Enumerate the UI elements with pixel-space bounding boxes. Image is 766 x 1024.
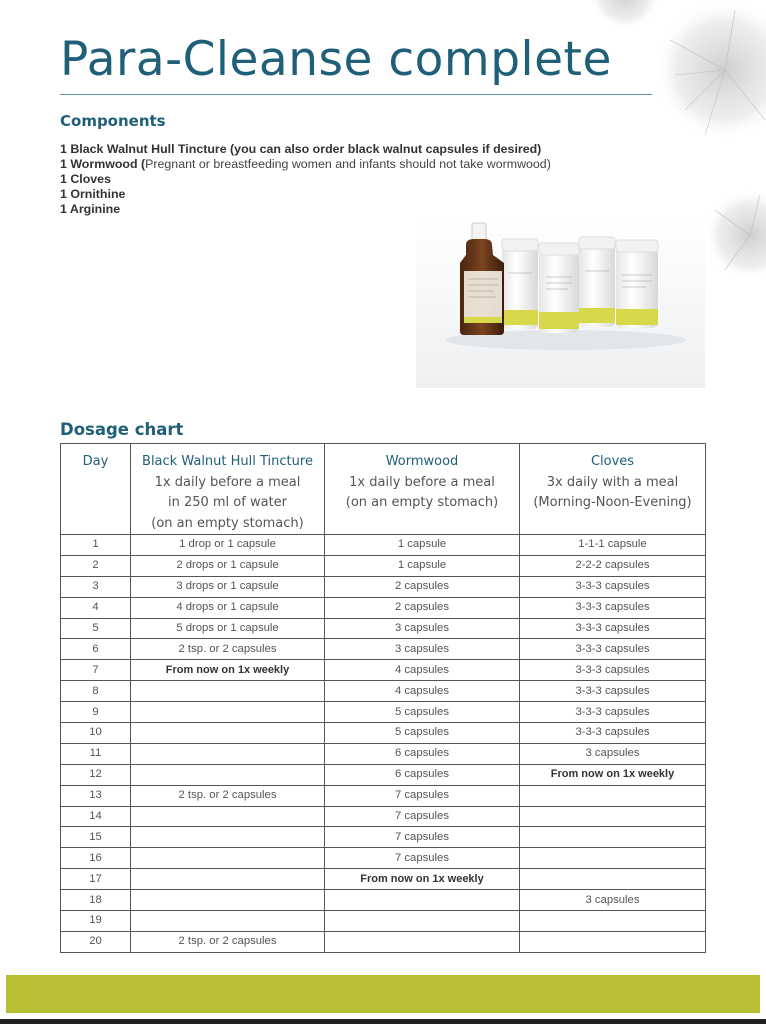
col-header-day: Day — [61, 444, 131, 535]
table-cell — [131, 702, 325, 723]
table-row — [61, 890, 706, 911]
components-list — [60, 142, 551, 217]
table-cell: 3 capsules — [325, 618, 520, 639]
table-cell: 2 tsp. or 2 capsules — [131, 931, 325, 952]
table-cell — [131, 911, 325, 932]
product-photo — [416, 215, 705, 388]
table-cell: 15 — [61, 827, 131, 848]
table-cell — [520, 785, 706, 806]
table-cell: 3 capsules — [520, 890, 706, 911]
table-row — [61, 576, 706, 597]
table-row — [61, 702, 706, 723]
footer-band — [6, 975, 760, 1013]
dosage-heading: Dosage chart — [60, 420, 184, 439]
component-item: 1 Cloves — [60, 172, 111, 186]
table-cell: 14 — [61, 806, 131, 827]
dosage-table — [60, 443, 706, 953]
table-cell: 1 capsule — [325, 535, 520, 556]
table-row — [61, 869, 706, 890]
table-cell: 3-3-3 capsules — [520, 618, 706, 639]
table-row — [61, 535, 706, 556]
table-cell — [325, 890, 520, 911]
table-row — [61, 743, 706, 764]
table-cell: 3-3-3 capsules — [520, 702, 706, 723]
table-cell: 20 — [61, 931, 131, 952]
table-cell: 2 capsules — [325, 576, 520, 597]
table-cell: 6 capsules — [325, 764, 520, 785]
table-cell: 3-3-3 capsules — [520, 660, 706, 681]
table-cell: 6 capsules — [325, 743, 520, 764]
table-row — [61, 764, 706, 785]
table-cell: 3-3-3 capsules — [520, 639, 706, 660]
table-row — [61, 597, 706, 618]
table-cell: 18 — [61, 890, 131, 911]
table-row — [61, 848, 706, 869]
table-cell — [131, 681, 325, 702]
title-divider — [60, 94, 652, 95]
table-cell — [325, 931, 520, 952]
table-cell: 3-3-3 capsules — [520, 576, 706, 597]
table-cell — [520, 931, 706, 952]
table-cell: 17 — [61, 869, 131, 890]
table-cell: 12 — [61, 764, 131, 785]
table-cell: 5 drops or 1 capsule — [131, 618, 325, 639]
table-cell: 2-2-2 capsules — [520, 555, 706, 576]
table-cell — [131, 764, 325, 785]
table-cell: 1-1-1 capsule — [520, 535, 706, 556]
table-cell: 2 capsules — [325, 597, 520, 618]
table-cell: 2 tsp. or 2 capsules — [131, 785, 325, 806]
table-row — [61, 639, 706, 660]
component-item: 1 Wormwood (Pregnant or breastfeeding women and infants should not take wormwood) — [60, 157, 551, 171]
table-cell — [520, 911, 706, 932]
col-header-wormwood: Wormwood 1x daily before a meal (on an empty stomach) — [325, 444, 520, 535]
table-row — [61, 827, 706, 848]
table-header-row — [61, 444, 706, 535]
table-cell: 4 drops or 1 capsule — [131, 597, 325, 618]
table-cell: From now on 1x weekly — [325, 869, 520, 890]
table-cell: 7 capsules — [325, 806, 520, 827]
table-cell: 6 — [61, 639, 131, 660]
table-cell: 2 drops or 1 capsule — [131, 555, 325, 576]
components-heading: Components — [60, 112, 166, 130]
table-cell — [131, 723, 325, 744]
table-cell: 4 capsules — [325, 681, 520, 702]
table-cell: 2 — [61, 555, 131, 576]
table-cell: 1 capsule — [325, 555, 520, 576]
table-cell: 8 — [61, 681, 131, 702]
table-cell — [131, 827, 325, 848]
table-cell: 7 capsules — [325, 848, 520, 869]
table-cell: 1 drop or 1 capsule — [131, 535, 325, 556]
page-title: Para-Cleanse complete — [60, 32, 612, 87]
table-cell: 7 — [61, 660, 131, 681]
table-cell: From now on 1x weekly — [520, 764, 706, 785]
table-cell: 3-3-3 capsules — [520, 597, 706, 618]
component-item: 1 Arginine — [60, 202, 121, 216]
table-row — [61, 618, 706, 639]
component-item: 1 Black Walnut Hull Tincture (you can also order black walnut capsules if desired) — [60, 142, 542, 156]
table-cell: 3 capsules — [325, 639, 520, 660]
table-row — [61, 911, 706, 932]
table-cell: 3 — [61, 576, 131, 597]
table-cell: 7 capsules — [325, 785, 520, 806]
table-cell: 13 — [61, 785, 131, 806]
table-cell: 5 capsules — [325, 723, 520, 744]
table-row — [61, 931, 706, 952]
table-cell: 1 — [61, 535, 131, 556]
table-cell: 11 — [61, 743, 131, 764]
table-cell — [131, 869, 325, 890]
table-row — [61, 681, 706, 702]
table-row — [61, 660, 706, 681]
table-row — [61, 785, 706, 806]
table-cell — [520, 848, 706, 869]
table-cell: 3 capsules — [520, 743, 706, 764]
component-item: 1 Ornithine — [60, 187, 126, 201]
table-cell: 9 — [61, 702, 131, 723]
table-row — [61, 723, 706, 744]
table-cell: 3 drops or 1 capsule — [131, 576, 325, 597]
footer-strip — [0, 1019, 766, 1024]
table-cell: 3-3-3 capsules — [520, 723, 706, 744]
table-cell — [325, 911, 520, 932]
table-cell — [520, 806, 706, 827]
table-cell: 7 capsules — [325, 827, 520, 848]
table-row — [61, 555, 706, 576]
table-cell: 10 — [61, 723, 131, 744]
table-cell: 5 capsules — [325, 702, 520, 723]
table-cell: 3-3-3 capsules — [520, 681, 706, 702]
table-cell — [131, 848, 325, 869]
table-cell — [520, 869, 706, 890]
col-header-cloves: Cloves 3x daily with a meal (Morning-Noon-Evening) — [520, 444, 706, 535]
table-cell — [520, 827, 706, 848]
table-cell — [131, 890, 325, 911]
table-cell — [131, 743, 325, 764]
table-cell: From now on 1x weekly — [131, 660, 325, 681]
table-cell: 16 — [61, 848, 131, 869]
table-cell: 2 tsp. or 2 capsules — [131, 639, 325, 660]
table-cell: 5 — [61, 618, 131, 639]
table-cell: 4 — [61, 597, 131, 618]
col-header-black-walnut: Black Walnut Hull Tincture 1x daily before a meal in 250 ml of water (on an empty stomach) — [131, 444, 325, 535]
table-cell: 4 capsules — [325, 660, 520, 681]
table-cell — [131, 806, 325, 827]
table-row — [61, 806, 706, 827]
table-cell: 19 — [61, 911, 131, 932]
